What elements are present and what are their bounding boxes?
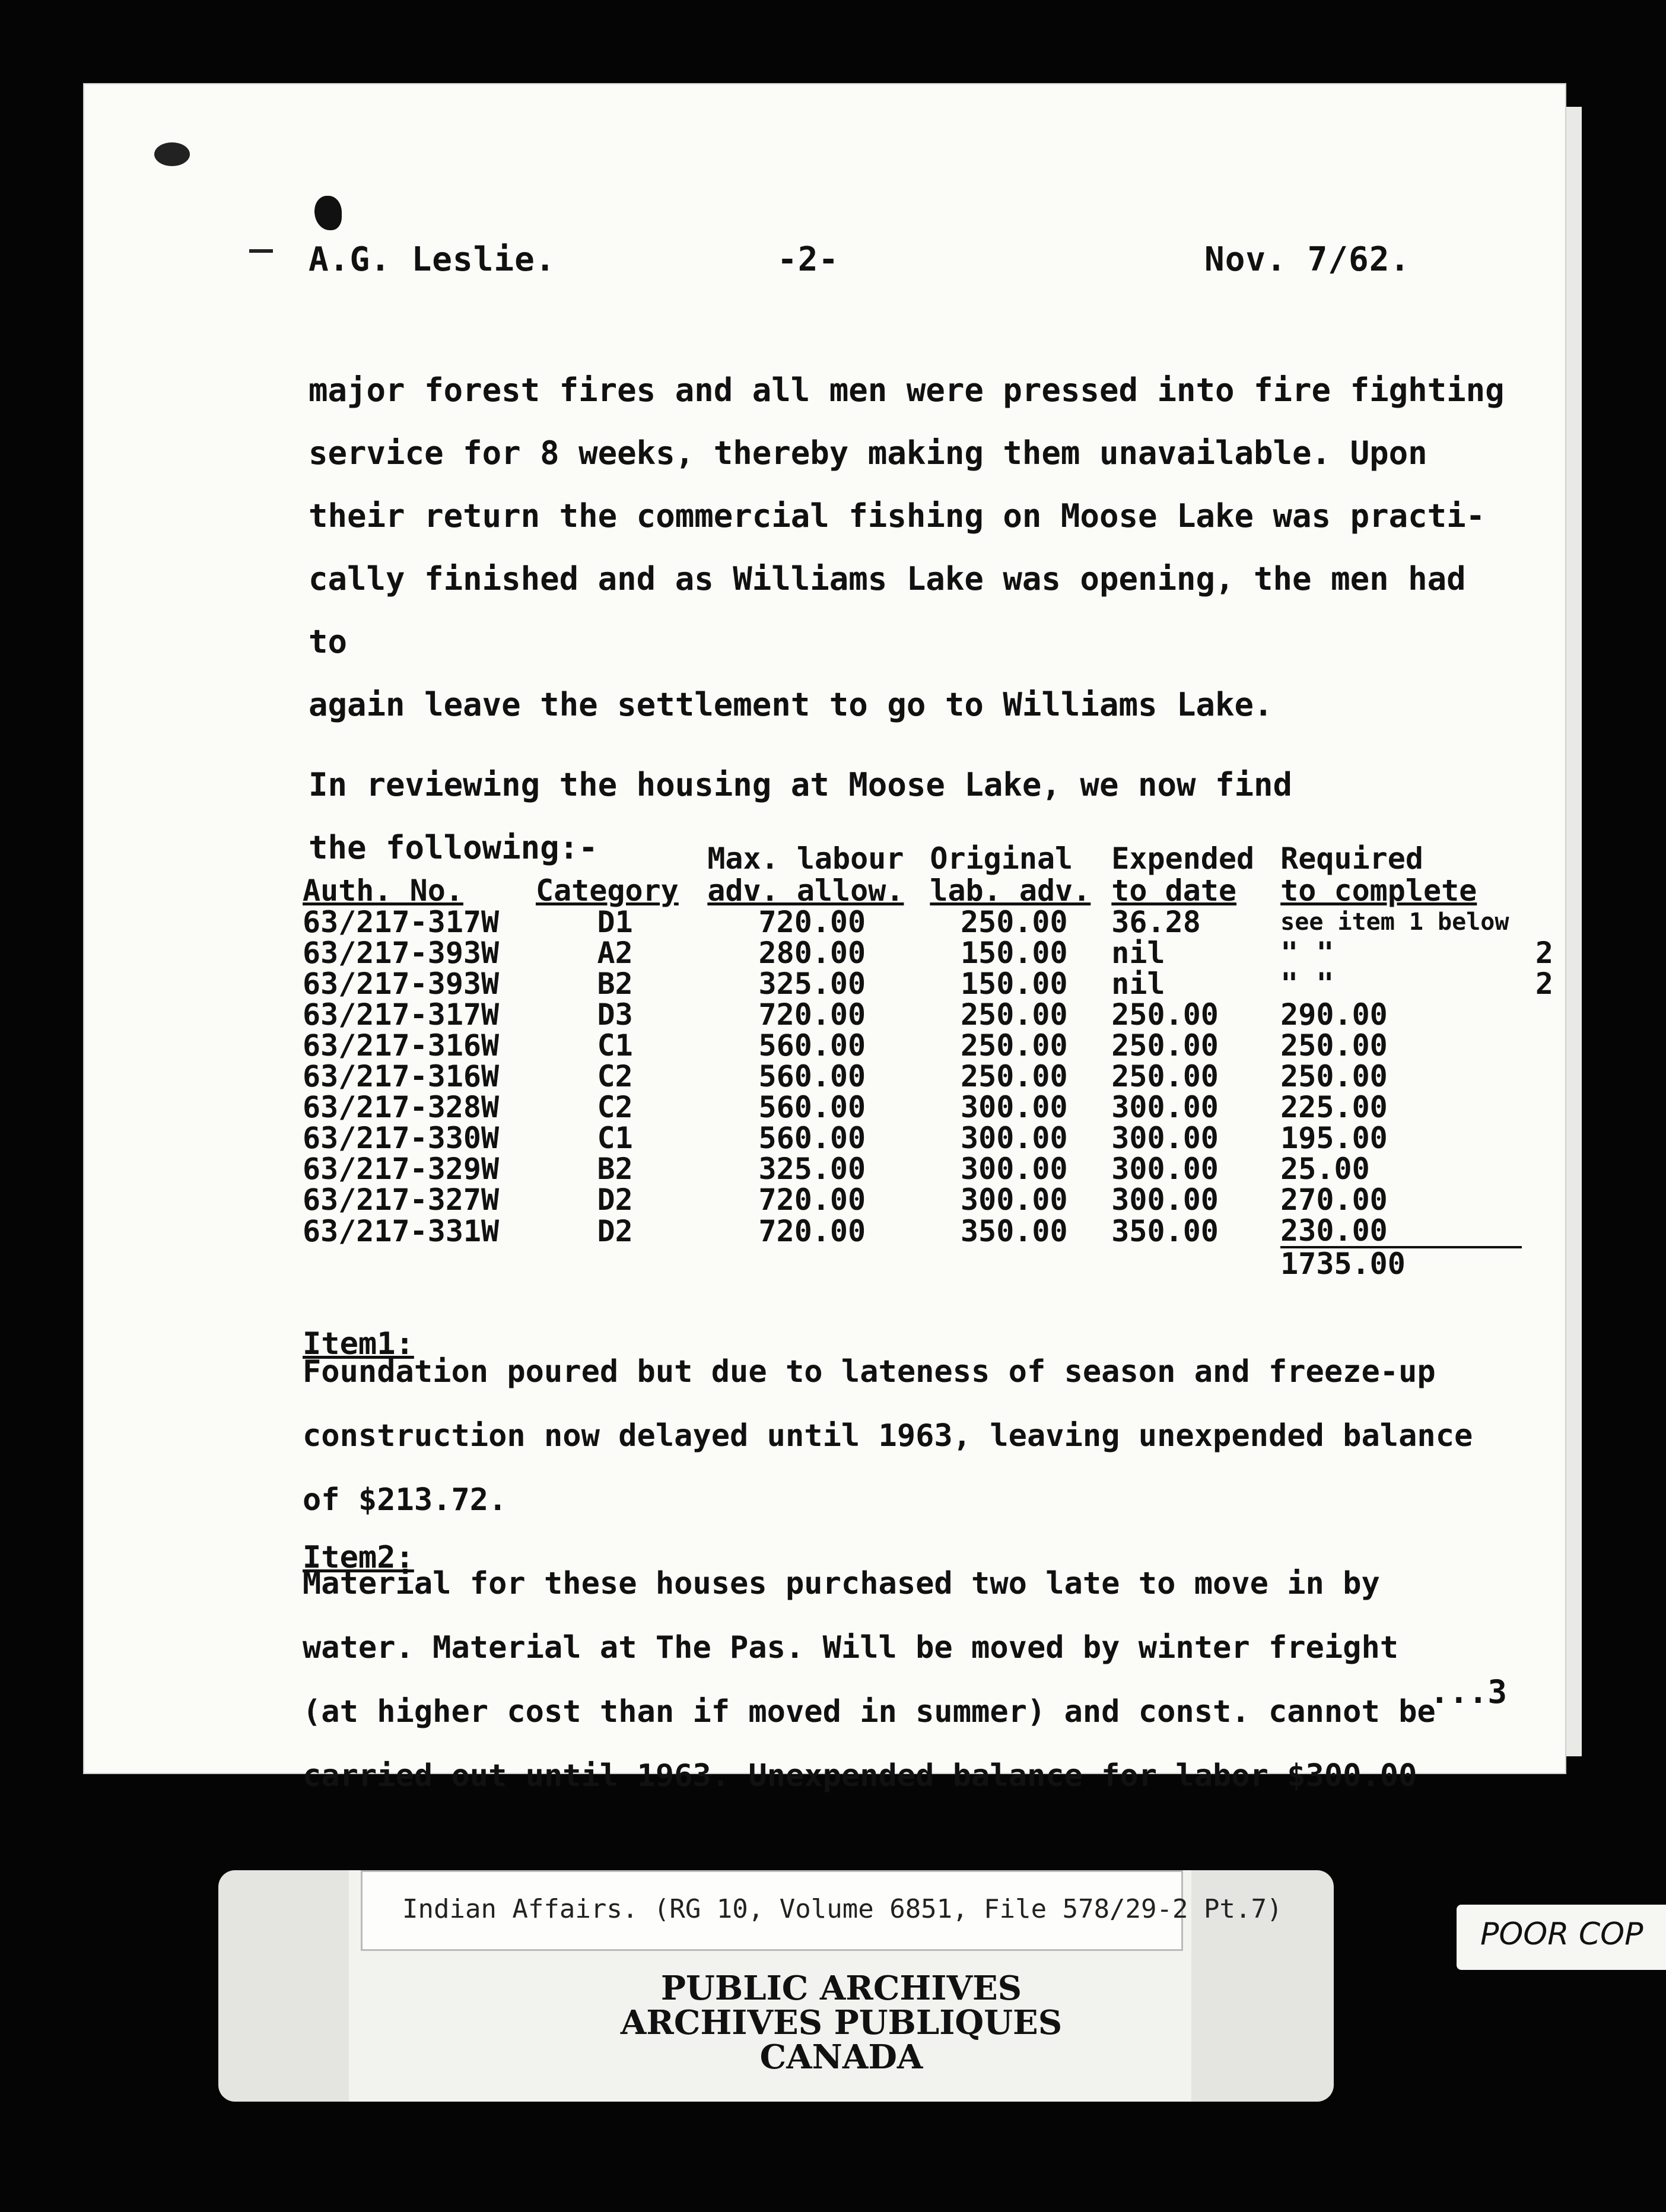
letter-header [309, 240, 1436, 300]
letter-date: Nov. 7/62. [1204, 240, 1411, 279]
stamp-text: POOR COP [1480, 1917, 1643, 1952]
cell-auth-no: 63/217-328W [303, 1090, 500, 1124]
cell-max-labour: 720.00 [758, 1183, 866, 1217]
header-original: Original lab. adv. [930, 841, 1091, 908]
cell-item-ref [1522, 1123, 1566, 1153]
table-body [303, 907, 1566, 1279]
table-row [303, 907, 1566, 937]
cell-auth-no: 63/217-393W [303, 936, 500, 970]
table-row [303, 1123, 1566, 1153]
cell-max-labour: 560.00 [758, 1090, 866, 1124]
header-category: Category [535, 873, 679, 908]
cell-category: D3 [597, 997, 633, 1032]
archives-stamp [604, 1969, 1079, 2077]
cell-max-labour: 560.00 [758, 1028, 866, 1063]
cell-expended: nil [1111, 936, 1165, 970]
cell-required: 250.00 [1280, 1028, 1388, 1063]
cell-category: A2 [597, 936, 633, 970]
cell-original: 300.00 [961, 1183, 1068, 1217]
cell-original: 250.00 [961, 1059, 1068, 1094]
cell-item-ref [1522, 1061, 1566, 1092]
table-row [303, 968, 1566, 999]
cell-expended: 250.00 [1111, 1059, 1219, 1094]
cell-category: C1 [597, 1121, 633, 1155]
header-max-labour: Max. labour adv. allow. [707, 841, 904, 908]
cell-item-ref [1522, 1030, 1566, 1061]
addressee: A.G. Leslie. [309, 240, 556, 279]
cell-category: C2 [597, 1059, 633, 1094]
cell-item-ref: 2 [1535, 936, 1553, 970]
item2-text: Material for these houses purchased two late to move in by water. Material at The Pas. Will be moved by winter freight (at higher cost than if moved in summer) and const. cannot be carried out until 1963. Unexpended balance for labor $300.00 [303, 1566, 1436, 1794]
page-edge [1566, 107, 1582, 1756]
total-required: 1735.00 [1280, 1247, 1406, 1281]
cell-required: 270.00 [1280, 1183, 1388, 1217]
cell-expended: 300.00 [1111, 1183, 1219, 1217]
cell-max-labour: 720.00 [758, 997, 866, 1032]
item2-label: Item2: [303, 1540, 414, 1575]
cell-required: 225.00 [1280, 1090, 1388, 1124]
cell-required: 230.00 [1280, 1215, 1522, 1247]
continuation-marker: ...3 [1430, 1673, 1508, 1711]
header-auth: Auth. No. [303, 873, 463, 908]
cell-expended: 300.00 [1111, 1152, 1219, 1186]
cell-expended: 300.00 [1111, 1121, 1219, 1155]
cell-expended: 250.00 [1111, 1028, 1219, 1063]
table-row [303, 1215, 1566, 1247]
empty-cell [303, 1247, 536, 1279]
cell-original: 250.00 [961, 905, 1068, 939]
cell-original: 150.00 [961, 967, 1068, 1001]
cell-max-labour: 280.00 [758, 936, 866, 970]
cell-original: 150.00 [961, 936, 1068, 970]
empty-cell [707, 1247, 930, 1279]
cell-category: C1 [597, 1028, 633, 1063]
table-row [303, 1092, 1566, 1123]
empty-cell [1111, 1247, 1280, 1279]
cell-item-ref: 2 [1535, 967, 1553, 1001]
table-row [303, 1184, 1566, 1215]
ink-smudge [314, 196, 342, 230]
cell-original: 350.00 [961, 1214, 1068, 1248]
housing-table [303, 843, 1566, 1279]
cell-max-labour: 325.00 [758, 1152, 866, 1186]
cell-max-labour: 325.00 [758, 967, 866, 1001]
cell-auth-no: 63/217-317W [303, 905, 500, 939]
paragraph-fire-fighting: major forest fires and all men were pressed into fire fighting service for 8 weeks, thereby making them unavailable. Upon their return the commercial fishing on Moose Lake was practi- cally finished and as Williams Lake was opening, the men had to again leave the settlement to go to Williams Lake. [309, 371, 1505, 723]
cell-expended: nil [1111, 967, 1165, 1001]
cell-required: 25.00 [1280, 1152, 1370, 1186]
cell-required: " " [1280, 967, 1334, 1001]
table-row [303, 1153, 1566, 1184]
cell-item-ref [1522, 1184, 1566, 1215]
cell-max-labour: 560.00 [758, 1059, 866, 1094]
empty-cell [930, 1247, 1111, 1279]
table-row [303, 1061, 1566, 1092]
table-header-row [303, 843, 1566, 907]
cell-item-ref [1522, 1092, 1566, 1123]
page-number: -2- [777, 240, 840, 279]
cell-expended: 250.00 [1111, 997, 1219, 1032]
table-total-row [303, 1247, 1566, 1279]
cell-max-labour: 560.00 [758, 1121, 866, 1155]
table-row [303, 999, 1566, 1030]
cell-expended: 350.00 [1111, 1214, 1219, 1248]
cell-category: B2 [597, 967, 633, 1001]
cell-expended: 300.00 [1111, 1090, 1219, 1124]
cell-item-ref [1522, 999, 1566, 1030]
poor-copy-stamp [1457, 1905, 1666, 1970]
cell-item-ref [1522, 1215, 1566, 1247]
cell-required: 195.00 [1280, 1121, 1388, 1155]
header-required: Required to complete [1280, 841, 1477, 908]
cell-max-labour: 720.00 [758, 1214, 866, 1248]
cell-expended: 36.28 [1111, 905, 1201, 939]
archive-label-card [218, 1870, 1334, 2102]
cell-category: B2 [597, 1152, 633, 1186]
item1-text: Foundation poured but due to lateness of season and freeze-up construction now delayed until 1963, leaving unexpended balance of $213.72. [303, 1354, 1473, 1518]
cell-auth-no: 63/217-329W [303, 1152, 500, 1186]
table-row [303, 1030, 1566, 1061]
cell-original: 250.00 [961, 997, 1068, 1032]
paragraph-housing-review: In reviewing the housing at Moose Lake, we now find the following:- [309, 766, 1293, 866]
header-expended: Expended to date [1111, 841, 1255, 908]
table-row [303, 937, 1566, 968]
cell-auth-no: 63/217-317W [303, 997, 500, 1032]
cell-original: 300.00 [961, 1152, 1068, 1186]
cell-category: D1 [597, 905, 633, 939]
empty-cell [536, 1247, 707, 1279]
archives-line-2: ARCHIVES PUBLIQUES [620, 2003, 1063, 2042]
cell-original: 300.00 [961, 1090, 1068, 1124]
cell-auth-no: 63/217-316W [303, 1059, 500, 1094]
cell-auth-no: 63/217-393W [303, 967, 500, 1001]
cell-max-labour: 720.00 [758, 905, 866, 939]
cell-original: 300.00 [961, 1121, 1068, 1155]
cell-auth-no: 63/217-331W [303, 1214, 500, 1248]
scan-speck [154, 142, 190, 166]
cell-required: 290.00 [1280, 997, 1388, 1032]
cell-auth-no: 63/217-327W [303, 1183, 500, 1217]
cell-original: 250.00 [961, 1028, 1068, 1063]
cell-auth-no: 63/217-316W [303, 1028, 500, 1063]
cell-category: C2 [597, 1090, 633, 1124]
cell-item-ref [1522, 1153, 1566, 1184]
archives-line-3: CANADA [759, 2038, 923, 2077]
cell-required: see item 1 below [1280, 908, 1509, 936]
item1-label: Item1: [303, 1326, 414, 1362]
archive-citation: Indian Affairs. (RG 10, Volume 6851, File 578/29-2 Pt.7) [402, 1894, 1283, 1924]
cell-category: D2 [597, 1183, 633, 1217]
archives-line-1: PUBLIC ARCHIVES [660, 1969, 1022, 2008]
scan-mark [249, 249, 273, 253]
cell-required: " " [1280, 936, 1334, 970]
cell-required: 250.00 [1280, 1059, 1388, 1094]
cell-auth-no: 63/217-330W [303, 1121, 500, 1155]
letter-page [83, 83, 1566, 1794]
cell-category: D2 [597, 1214, 633, 1248]
cell-item-ref [1522, 907, 1566, 937]
